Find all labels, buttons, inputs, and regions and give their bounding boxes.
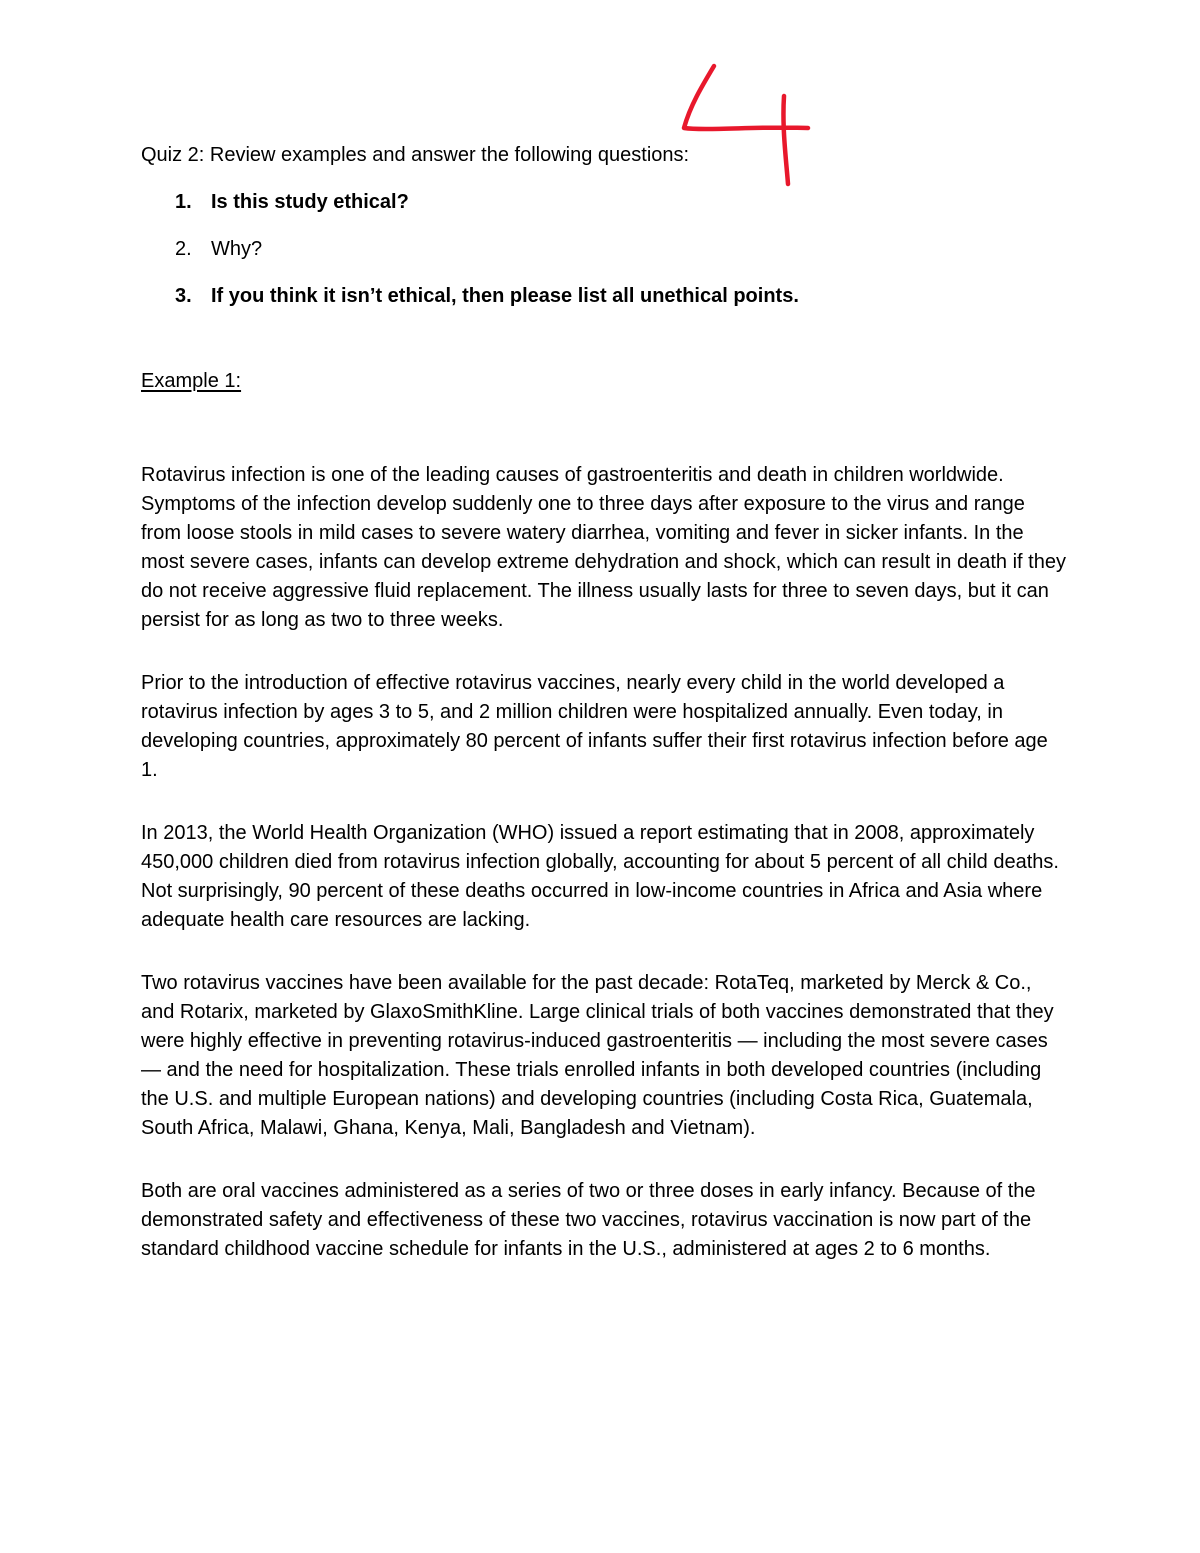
- question-number: 2.: [175, 238, 192, 260]
- question-text: If you think it isn’t ethical, then please list all unethical points.: [211, 285, 799, 307]
- question-item: [141, 235, 1066, 264]
- question-text: Is this study ethical?: [211, 191, 409, 213]
- document-body: [141, 141, 1066, 1298]
- example-paragraph: Two rotavirus vaccines have been available for the past decade: RotaTeq, marketed by Merck & Co., and Rotarix, marketed by GlaxoSmithKline. Large clinical trials of both vaccines demonstrated that they were highly effective in preventing rotavirus-induced gastroenteritis — including the most severe cases — and the need for hospitalization. These trials enrolled infants in both developed countries (including the U.S. and multiple European nations) and developing countries (including Costa Rica, Guatemala, South Africa, Malawi, Ghana, Kenya, Mali, Bangladesh and Vietnam).: [141, 972, 1054, 1139]
- question-number: 3.: [175, 285, 192, 307]
- example-paragraph: In 2013, the World Health Organization (WHO) issued a report estimating that in 2008, approximately 450,000 children died from rotavirus infection globally, accounting for about 5 percent of all child deaths. Not surprisingly, 90 percent of these deaths occurred in low-income countries in Africa and Asia where adequate health care resources are lacking.: [141, 822, 1059, 931]
- question-item: [141, 188, 1066, 217]
- quiz-title: Quiz 2: Review examples and answer the following questions:: [141, 144, 690, 166]
- question-item: [141, 282, 1066, 311]
- question-text: Why?: [211, 238, 263, 260]
- example-heading: Example 1:: [141, 370, 242, 392]
- example-paragraph: Both are oral vaccines administered as a series of two or three doses in early infancy. Because of the demonstrated safety and effectiveness of these two vaccines, rotavirus vaccination is now part of the standard childhood vaccine schedule for infants in the U.S., administered at ages 2 to 6 months.: [141, 1180, 1036, 1260]
- example-paragraph: Prior to the introduction of effective rotavirus vaccines, nearly every child in the world developed a rotavirus infection by ages 3 to 5, and 2 million children were hospitalized annually. Even today, in developing countries, approximately 80 percent of infants suffer their first rotavirus infection before age 1.: [141, 672, 1048, 781]
- question-list: [141, 188, 1066, 311]
- example-paragraph: Rotavirus infection is one of the leading causes of gastroenteritis and death in children worldwide. Symptoms of the infection develop suddenly one to three days after exposure to the virus and range from loose stools in mild cases to severe watery diarrhea, vomiting and fever in sicker infants. In the most severe cases, infants can develop extreme dehydration and shock, which can result in death if they do not receive aggressive fluid replacement. The illness usually lasts for three to seven days, but it can persist for as long as two to three weeks.: [141, 464, 1066, 631]
- question-number: 1.: [175, 191, 192, 213]
